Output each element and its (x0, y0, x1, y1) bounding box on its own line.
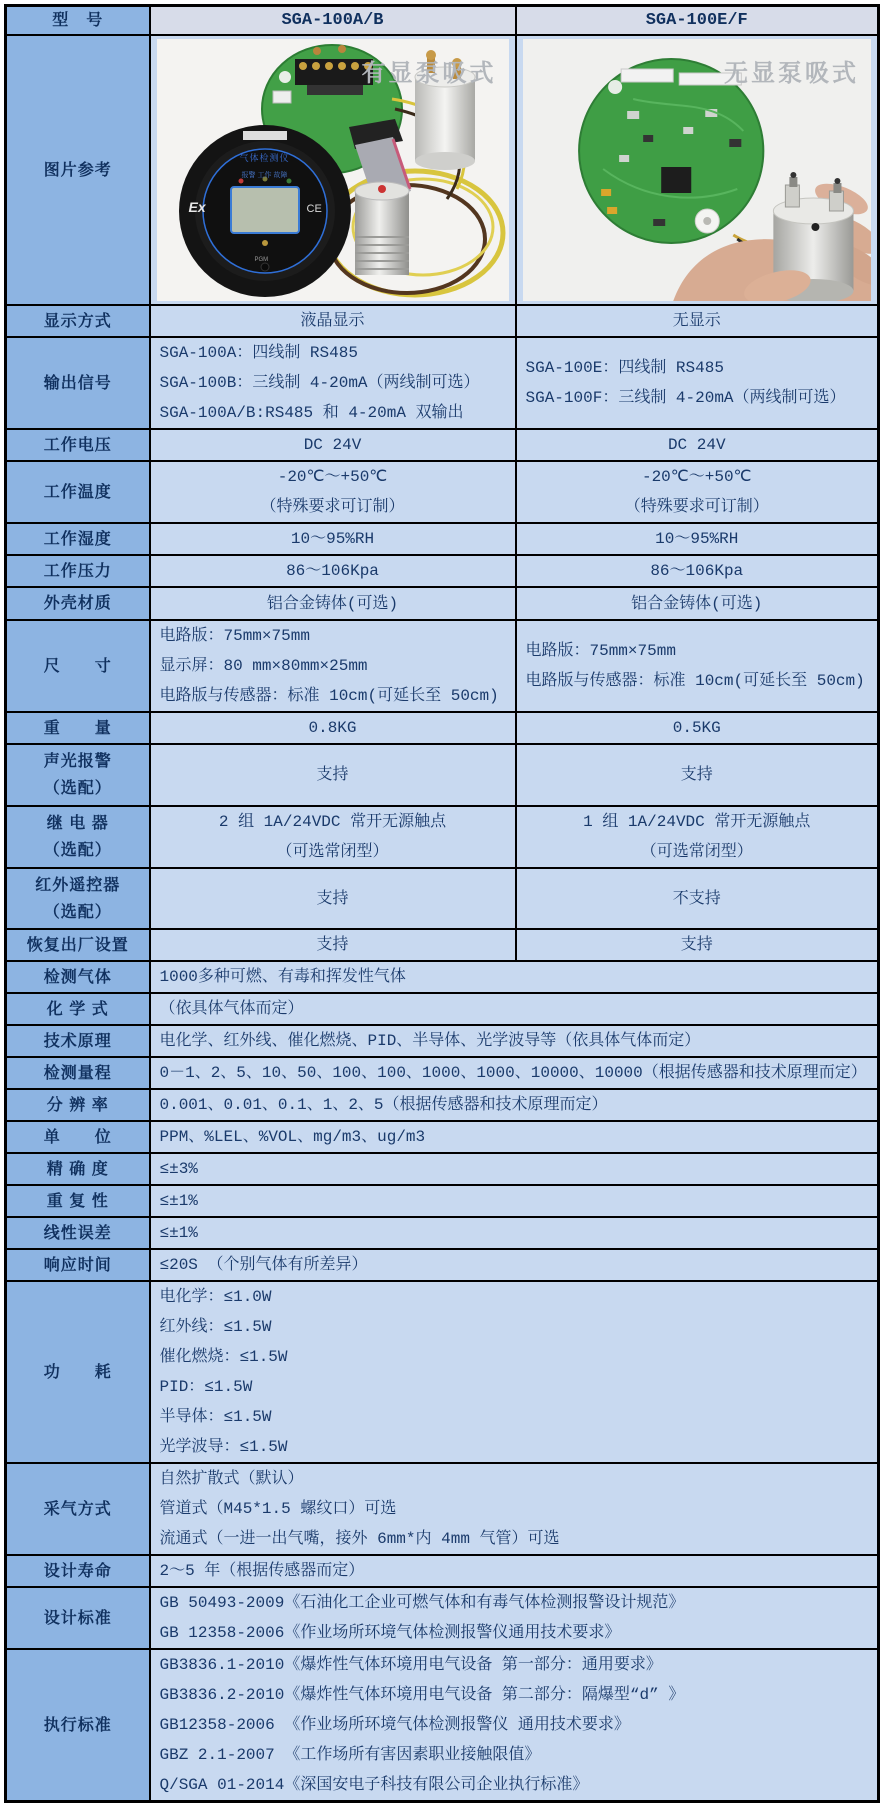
value-cell-b: 无显示 (516, 305, 879, 337)
gauge-led-labels: 报警 工作 故障 (241, 172, 288, 179)
value-cell-b: SGA-100E：四线制 RS485 SGA-100F：三线制 4-20mA（两线制可选） (516, 337, 879, 429)
row-label-images: 图片参考 (6, 35, 150, 305)
row-label: 外壳材质 (6, 587, 150, 620)
value-cell-b: 0.5KG (516, 712, 879, 744)
table-row (6, 1185, 879, 1217)
row-label: 输出信号 (6, 337, 150, 429)
table-row (6, 1463, 879, 1555)
value-cell-a: 电路版：75mm×75mm 显示屏：80 mm×80mm×25mm 电路版与传感器：标准 10cm(可延长至 50cm) (150, 620, 516, 712)
value-cell-a: 液晶显示 (150, 305, 516, 337)
table-row (6, 1555, 879, 1587)
product-photo-left (157, 39, 509, 301)
table-row (6, 1587, 879, 1649)
value-cell-full: ≤20S （个别气体有所差异） (150, 1249, 879, 1281)
photo-cell-left (150, 35, 516, 305)
value-cell-a: SGA-100A：四线制 RS485 SGA-100B：三线制 4-20mA（两线制可选） SGA-100A/B:RS485 和 4-20mA 双输出 (150, 337, 516, 429)
value-cell-a: 2 组 1A/24VDC 常开无源触点 （可选常闭型） (150, 806, 516, 868)
row-label: 检测气体 (6, 961, 150, 993)
gauge-pgm-mark: PGM (254, 257, 269, 263)
row-label: 设计标准 (6, 1587, 150, 1649)
row-label: 功 耗 (6, 1281, 150, 1463)
gauge-ex-mark: Ex (188, 199, 206, 215)
row-label: 声光报警 （选配） (6, 744, 150, 806)
row-label: 设计寿命 (6, 1555, 150, 1587)
table-row (6, 523, 879, 555)
table-row (6, 929, 879, 961)
table-row (6, 868, 879, 929)
row-label: 执行标准 (6, 1649, 150, 1802)
row-label: 显示方式 (6, 305, 150, 337)
value-cell-full: （依具体气体而定） (150, 993, 879, 1025)
row-label: 化 学 式 (6, 993, 150, 1025)
row-label: 响应时间 (6, 1249, 150, 1281)
table-row (6, 337, 879, 429)
value-cell-full: 0.001、0.01、0.1、1、2、5（根据传感器和技术原理而定） (150, 1089, 879, 1121)
value-cell-b: DC 24V (516, 429, 879, 461)
row-label: 工作湿度 (6, 523, 150, 555)
value-cell-b: 支持 (516, 929, 879, 961)
value-cell-full: 2～5 年（根据传感器而定） (150, 1555, 879, 1587)
photo-cell-right (516, 35, 879, 305)
value-cell-full: 自然扩散式（默认） 管道式（M45*1.5 螺纹口）可选 流通式（一进一出气嘴，接外 6mm*内 4mm 气管）可选 (150, 1463, 879, 1555)
table-row (6, 712, 879, 744)
model-name-right: SGA-100E/F (516, 6, 879, 36)
row-label: 采气方式 (6, 1463, 150, 1555)
table-row (6, 461, 879, 523)
value-cell-b: 支持 (516, 744, 879, 806)
row-label: 工作电压 (6, 429, 150, 461)
row-label: 恢复出厂设置 (6, 929, 150, 961)
value-cell-b: 86～106Kpa (516, 555, 879, 587)
value-cell-a: 支持 (150, 929, 516, 961)
row-label: 分 辨 率 (6, 1089, 150, 1121)
table-row (6, 1217, 879, 1249)
row-label: 精 确 度 (6, 1153, 150, 1185)
value-cell-full: ≤±3% (150, 1153, 879, 1185)
product-photo-right (523, 39, 872, 301)
table-row (6, 744, 879, 806)
value-cell-b: -20℃～+50℃ （特殊要求可订制） (516, 461, 879, 523)
row-label-model: 型 号 (6, 6, 150, 36)
row-label: 单 位 (6, 1121, 150, 1153)
table-row (6, 993, 879, 1025)
spec-table (4, 4, 880, 1803)
table-row (6, 620, 879, 712)
row-label: 重 复 性 (6, 1185, 150, 1217)
value-cell-b: 不支持 (516, 868, 879, 929)
value-cell-a: 支持 (150, 744, 516, 806)
row-label: 重 量 (6, 712, 150, 744)
table-row (6, 1153, 879, 1185)
value-cell-b: 电路版：75mm×75mm 电路版与传感器：标准 10cm(可延长至 50cm) (516, 620, 879, 712)
row-label: 线性误差 (6, 1217, 150, 1249)
value-cell-a: 0.8KG (150, 712, 516, 744)
value-cell-a: 10～95%RH (150, 523, 516, 555)
row-label: 工作温度 (6, 461, 150, 523)
row-label: 尺 寸 (6, 620, 150, 712)
table-row (6, 961, 879, 993)
row-label: 红外遥控器 （选配） (6, 868, 150, 929)
value-cell-b: 铝合金铸体(可选) (516, 587, 879, 620)
value-cell-a: 铝合金铸体(可选) (150, 587, 516, 620)
value-cell-full: 0－1、2、5、10、50、100、100、1000、1000、10000、10000（根据传感器和技术原理而定） (150, 1057, 879, 1089)
row-label: 检测量程 (6, 1057, 150, 1089)
value-cell-full: 电化学：≤1.0W 红外线：≤1.5W 催化燃烧：≤1.5W PID：≤1.5W 半导体：≤1.5W 光学波导：≤1.5W (150, 1281, 879, 1463)
value-cell-a: -20℃～+50℃ （特殊要求可订制） (150, 461, 516, 523)
watermark-left: 有显泵吸式 (361, 60, 497, 87)
value-cell-b: 1 组 1A/24VDC 常开无源触点 （可选常闭型） (516, 806, 879, 868)
value-cell-full: 电化学、红外线、催化燃烧、PID、半导体、光学波导等（依具体气体而定） (150, 1025, 879, 1057)
table-row-header (6, 6, 879, 36)
table-row (6, 1249, 879, 1281)
model-name-left: SGA-100A/B (150, 6, 516, 36)
row-label: 继 电 器 （选配） (6, 806, 150, 868)
value-cell-full: ≤±1% (150, 1217, 879, 1249)
value-cell-a: 86～106Kpa (150, 555, 516, 587)
table-row (6, 429, 879, 461)
gauge-ce-mark: CE (306, 203, 322, 215)
row-label: 工作压力 (6, 555, 150, 587)
sensor-cylinder-graphic (355, 182, 409, 275)
gauge-title-text: 气体检测仪 (239, 153, 290, 163)
table-row (6, 1121, 879, 1153)
table-row (6, 1057, 879, 1089)
value-cell-full: ≤±1% (150, 1185, 879, 1217)
value-cell-a: DC 24V (150, 429, 516, 461)
table-row (6, 587, 879, 620)
value-cell-full: GB 50493-2009《石油化工企业可燃气体和有毒气体检测报警设计规范》 GB 12358-2006《作业场所环境气体检测报警仪通用技术要求》 (150, 1587, 879, 1649)
value-cell-a: 支持 (150, 868, 516, 929)
table-row (6, 806, 879, 868)
table-row (6, 555, 879, 587)
table-row (6, 1649, 879, 1802)
value-cell-full: PPM、%LEL、%VOL、mg/m3、ug/m3 (150, 1121, 879, 1153)
value-cell-full: GB3836.1-2010《爆炸性气体环境用电气设备 第一部分：通用要求》 GB3836.2-2010《爆炸性气体环境用电气设备 第二部分：隔爆型“d” 》 GB12358-2006 《作业场所环境气体检测报警仪 通用技术要求》 GBZ 2.1-2007 《工作场所有害因素职业接触限值》 Q/SGA 01-2014《深国安电子科技有限公司企业执行标准》 (150, 1649, 879, 1802)
value-cell-full: 1000多种可燃、有毒和挥发性气体 (150, 961, 879, 993)
watermark-right: 无显泵吸式 (724, 60, 859, 87)
value-cell-b: 10～95%RH (516, 523, 879, 555)
table-row (6, 1025, 879, 1057)
table-row-images (6, 35, 879, 305)
table-row (6, 1089, 879, 1121)
table-row (6, 305, 879, 337)
row-label: 技术原理 (6, 1025, 150, 1057)
table-row (6, 1281, 879, 1463)
